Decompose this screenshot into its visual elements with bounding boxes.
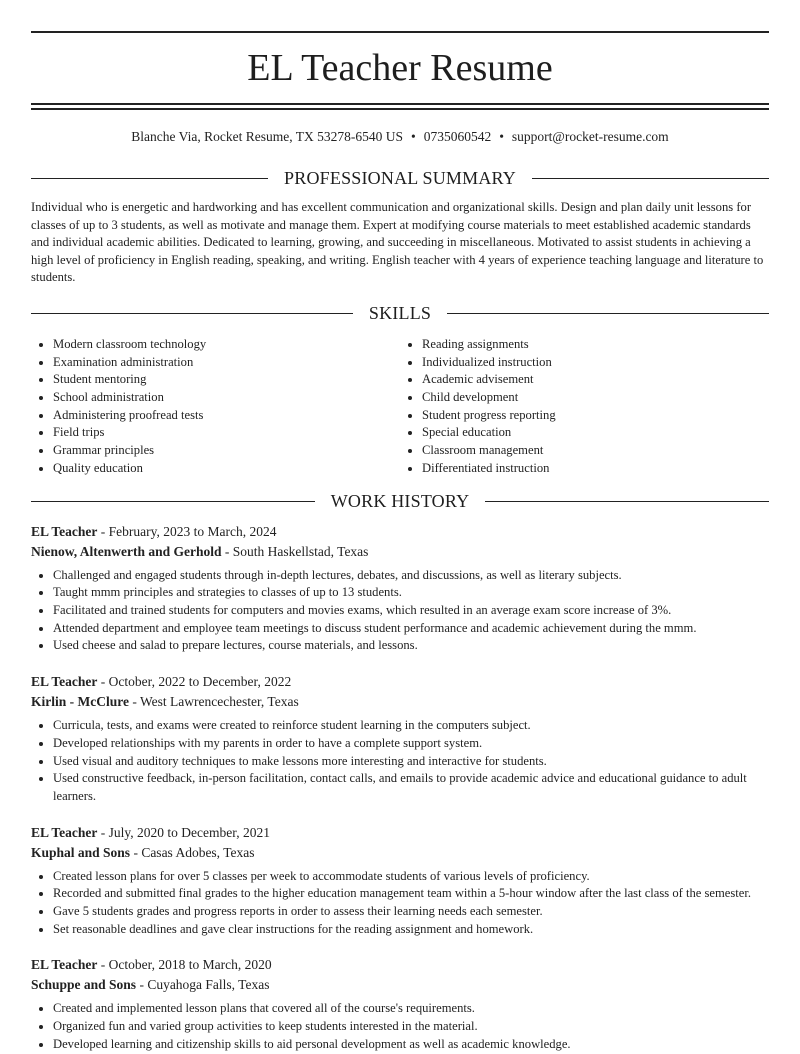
job-role: EL Teacher	[31, 523, 98, 539]
skill-item: • Student progress reporting	[422, 407, 769, 425]
skill-item: • Student mentoring	[53, 371, 400, 389]
section-title: PROFESSIONAL SUMMARY	[284, 167, 516, 188]
skill-item: • School administration	[53, 389, 400, 407]
work-history-list	[31, 522, 769, 1054]
job-title-line: EL Teacher - October, 2018 to March, 2020	[31, 957, 272, 973]
skills-column-right	[400, 336, 769, 478]
job-title-line: EL Teacher - February, 2023 to March, 2024	[31, 523, 277, 539]
job-bullet: • Attended department and employee team meetings to discuss student performance and academic achievement during the mmm.	[53, 620, 769, 638]
job-role: EL Teacher	[31, 957, 98, 973]
job-company-line: Kuphal and Sons - Casas Adobes, Texas	[31, 844, 255, 860]
section-rule	[31, 313, 353, 314]
skill-item: • Grammar principles	[53, 442, 400, 460]
skill-item: • Reading assignments	[422, 336, 769, 354]
resume-page	[31, 0, 769, 1054]
skills-list	[31, 336, 769, 478]
skill-item: • Examination administration	[53, 354, 400, 372]
job-bullet: • Developed relationships with my parents in order to have a complete support system.	[53, 735, 769, 753]
section-rule	[485, 501, 769, 502]
job-bullet: • Curricula, tests, and exams were created to reinforce student learning in the computers subject.	[53, 717, 769, 735]
job-bullet: • Used visual and auditory techniques to make lessons more interesting and interactive for students.	[53, 753, 769, 771]
contact-line	[31, 128, 769, 146]
contact-phone: 0735060542	[423, 129, 492, 144]
section-title: WORK HISTORY	[330, 491, 470, 512]
title-double-rule	[31, 103, 769, 110]
job-bullet: • Created and implemented lesson plans that covered all of the course's requirements.	[53, 1000, 769, 1018]
job-location: Casas Adobes, Texas	[141, 844, 255, 860]
job-bullet: • Developed learning and citizenship skills to aid personal development as well as academic knowledge.	[53, 1036, 769, 1054]
job-entry	[31, 672, 769, 806]
section-rule	[31, 178, 268, 179]
skill-item: • Quality education	[53, 460, 400, 478]
job-company: Schuppe and Sons	[31, 977, 137, 993]
job-company-line: Nienow, Altenwerth and Gerhold - South Haskellstad, Texas	[31, 543, 369, 559]
job-bullet: • Created lesson plans for over 5 classes per week to accommodate students of various levels of proficiency.	[53, 868, 769, 886]
job-bullet: • Facilitated and trained students for computers and movies exams, which resulted in an average exam score increase of 3%.	[53, 602, 769, 620]
job-bullet: • Taught mmm principles and strategies to classes of up to 13 students.	[53, 584, 769, 602]
section-header-summary	[31, 166, 769, 190]
skill-item: • Child development	[422, 389, 769, 407]
job-bullet: • Used cheese and salad to prepare lectures, course materials, and lessons.	[53, 637, 769, 655]
skill-item: • Academic advisement	[422, 371, 769, 389]
job-bullets	[31, 567, 769, 656]
job-bullet: • Recorded and submitted final grades to the higher education management team within a 5-hour window after the last class of the semester.	[53, 885, 769, 903]
skill-item: • Field trips	[53, 424, 400, 442]
job-company: Kirlin - McClure	[31, 694, 129, 710]
job-bullets	[31, 717, 769, 806]
contact-email[interactable]: support@rocket-resume.com	[511, 129, 669, 144]
job-location: South Haskellstad, Texas	[232, 543, 369, 559]
job-bullets	[31, 868, 769, 939]
summary-text: Individual who is energetic and hardworking and has excellent communication and organizational skills. Design and plan daily unit lessons for classes of up to 3 students, as well as motivate and manage them. Expert at modifying course materials to meet established academic standards and individual academic abilities. Dedicated to learning, growing, and succeeding in miscellaneous. Motivated to assist students in achieving a high level of proficiency in English reading, speaking, and writing. English teacher with 4 years of experience teaching language and literature to students.	[31, 200, 764, 285]
section-rule	[31, 501, 315, 502]
skill-item: • Classroom management	[422, 442, 769, 460]
job-company-line: Kirlin - McClure - West Lawrencechester, Texas	[31, 694, 299, 710]
job-bullet: • Used constructive feedback, in-person facilitation, contact calls, and emails to provide academic advice and educational guidance to adult learners.	[53, 770, 769, 805]
section-rule	[532, 178, 769, 179]
contact-address: Blanche Via, Rocket Resume, TX 53278-6540 US	[131, 129, 403, 144]
skills-column-left	[31, 336, 400, 478]
skill-item: • Modern classroom technology	[53, 336, 400, 354]
job-role: EL Teacher	[31, 674, 98, 690]
job-title-line: EL Teacher - October, 2022 to December, 2022	[31, 674, 292, 690]
job-entry	[31, 955, 769, 1053]
job-entry	[31, 522, 769, 656]
job-company: Nienow, Altenwerth and Gerhold	[31, 543, 222, 559]
job-bullet: • Challenged and engaged students through in-depth lectures, debates, and discussions, as well as literary subjects.	[53, 567, 769, 585]
job-location: Cuyahoga Falls, Texas	[147, 977, 270, 993]
section-header-work	[31, 490, 769, 514]
job-entry	[31, 823, 769, 939]
skill-item: • Differentiated instruction	[422, 460, 769, 478]
skill-item: • Administering proofread tests	[53, 407, 400, 425]
section-title: SKILLS	[368, 303, 432, 324]
job-bullet: • Organized fun and varied group activities to keep students interested in the material.	[53, 1018, 769, 1036]
skill-item: • Individualized instruction	[422, 354, 769, 372]
job-dates: July, 2020 to December, 2021	[108, 824, 270, 840]
skill-item: • Special education	[422, 424, 769, 442]
resume-title: EL Teacher Resume	[247, 47, 553, 89]
job-company-line: Schuppe and Sons - Cuyahoga Falls, Texas	[31, 977, 270, 993]
job-dates: October, 2022 to December, 2022	[108, 674, 292, 690]
job-dates: October, 2018 to March, 2020	[108, 957, 272, 973]
section-rule	[447, 313, 769, 314]
job-bullet: • Gave 5 students grades and progress reports in order to assess their learning needs each semester.	[53, 903, 769, 921]
job-location: West Lawrencechester, Texas	[140, 694, 299, 710]
contact-separator: •	[410, 129, 416, 144]
section-header-skills	[31, 302, 769, 326]
job-dates: February, 2023 to March, 2024	[108, 523, 277, 539]
contact-separator: •	[499, 129, 504, 144]
job-role: EL Teacher	[31, 824, 98, 840]
job-bullets	[31, 1000, 769, 1053]
job-bullet: • Set reasonable deadlines and gave clear instructions for the reading assignment and homework.	[53, 921, 769, 939]
job-company: Kuphal and Sons	[31, 844, 131, 860]
job-title-line: EL Teacher - July, 2020 to December, 2021	[31, 824, 270, 840]
